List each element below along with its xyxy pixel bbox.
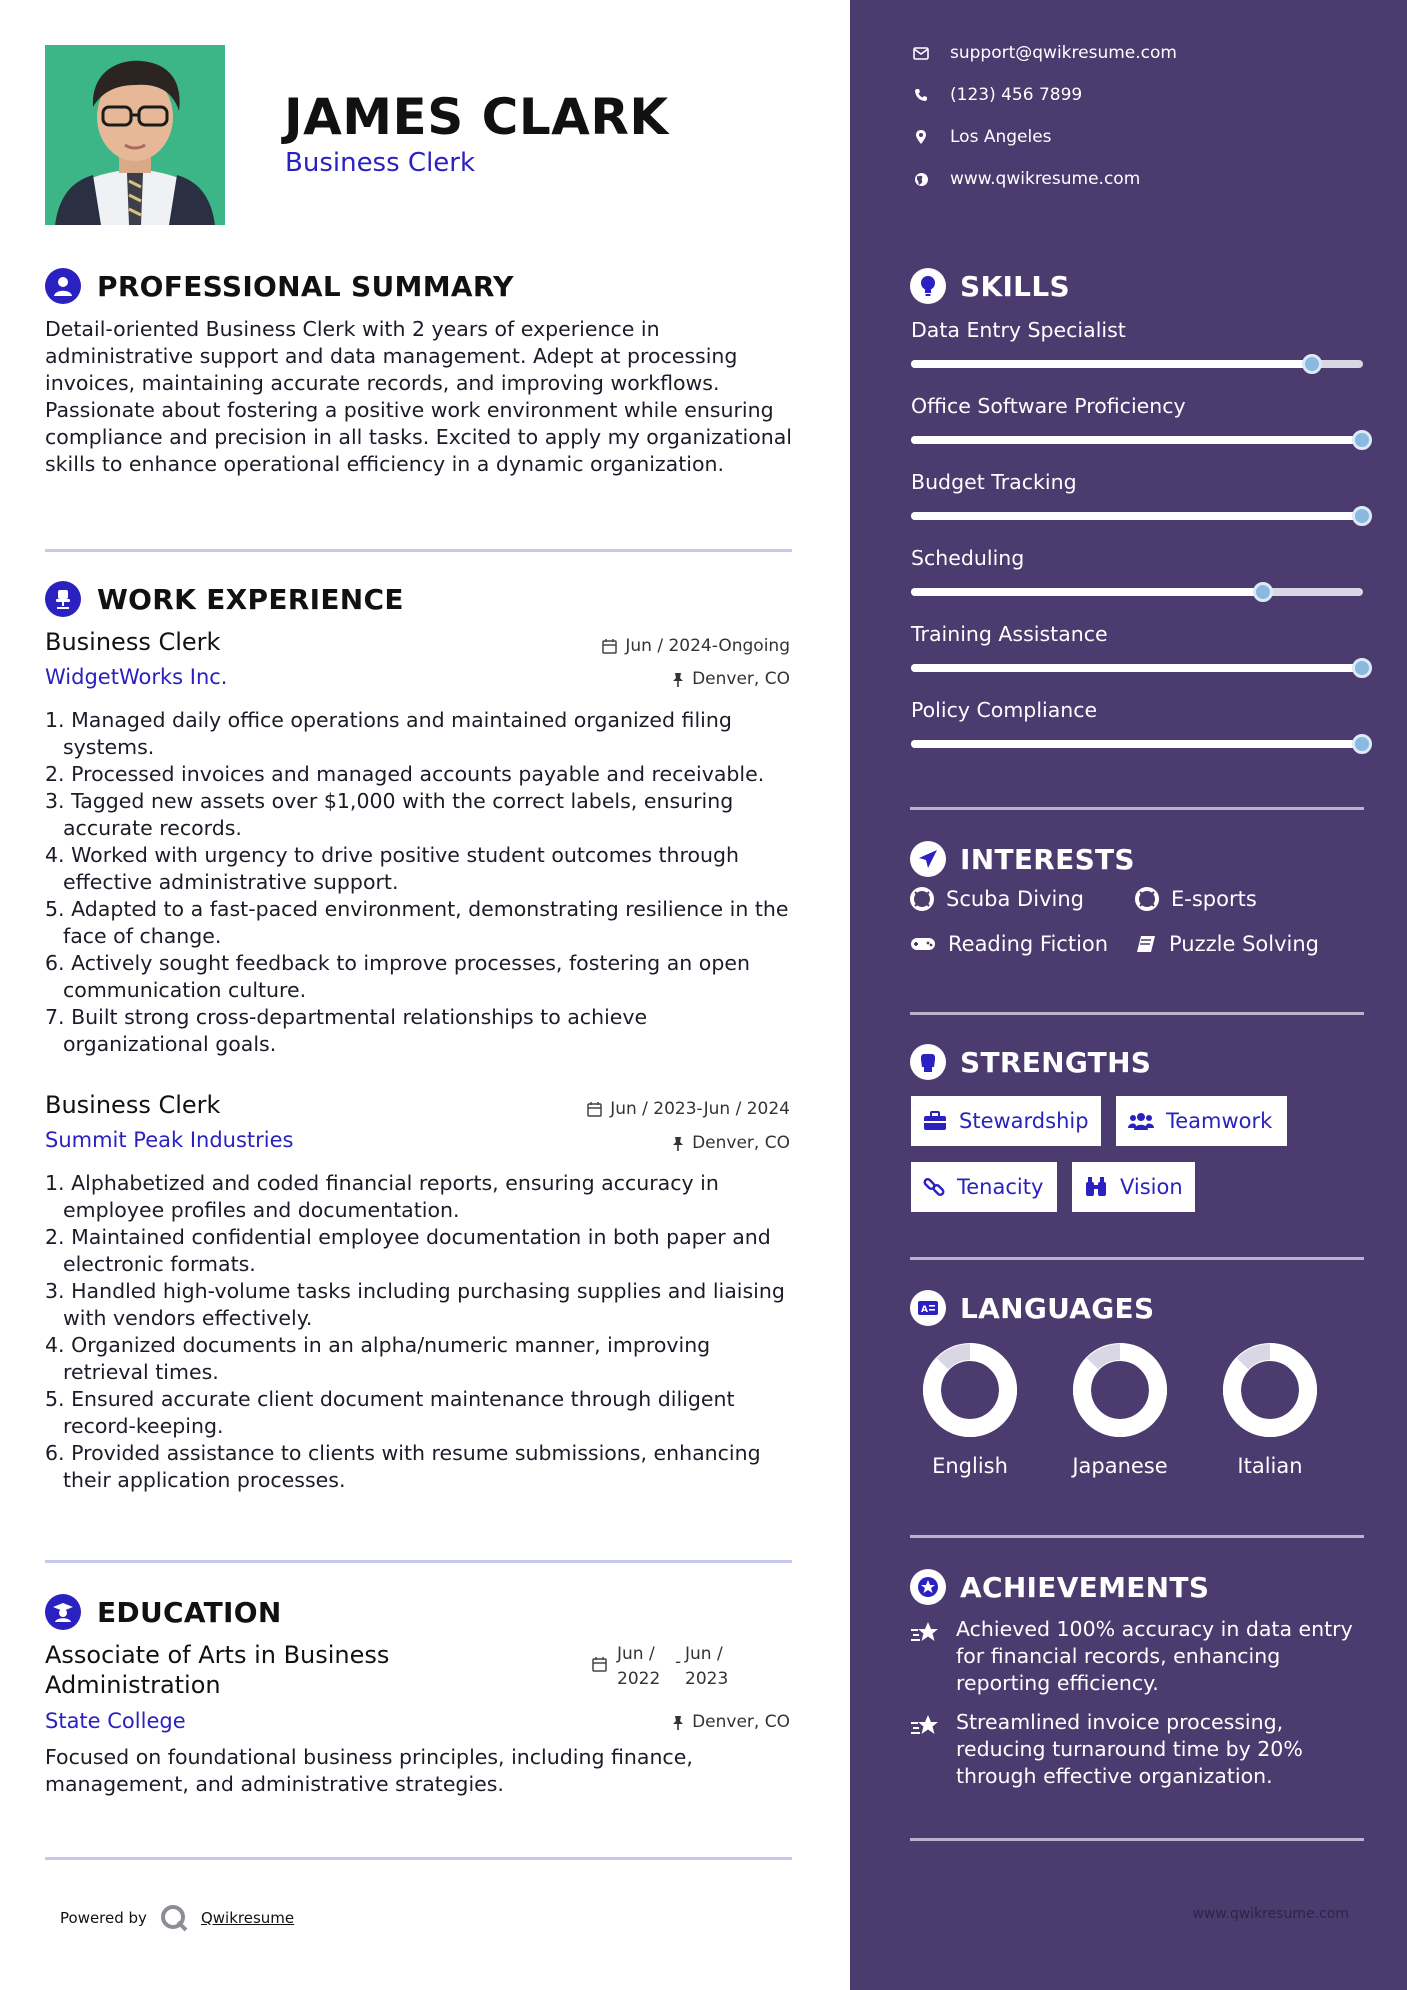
job-company: Summit Peak Industries xyxy=(45,1128,294,1152)
list-item: Adapted to a fast-paced environment, demonstrating resilience in the face of change. xyxy=(63,897,789,948)
language-label: Italian xyxy=(1237,1454,1303,1478)
skill-label: Office Software Proficiency xyxy=(911,394,1186,418)
language-label: Japanese xyxy=(1072,1454,1168,1478)
map-marker-icon xyxy=(912,129,930,145)
list-item: Handled high-volume tasks including purchasing supplies and liaising with vendors effectively. xyxy=(63,1279,785,1330)
contact-email[interactable] xyxy=(912,43,1177,63)
skill-level-knob xyxy=(1253,582,1273,602)
strength-label: Vision xyxy=(1120,1175,1183,1199)
interest-label: Puzzle Solving xyxy=(1169,932,1319,956)
skill-label: Policy Compliance xyxy=(911,698,1098,722)
list-item: Tagged new assets over $1,000 with the correct labels, ensuring accurate records. xyxy=(63,789,734,840)
education-description: Focused on foundational business principles, including finance, management, and administrative strategies. xyxy=(45,1745,693,1796)
skill-level-bar xyxy=(911,360,1363,368)
job-company: WidgetWorks Inc. xyxy=(45,665,228,689)
skill-label: Training Assistance xyxy=(911,622,1108,646)
education-start-month: Jun / xyxy=(617,1644,655,1664)
strength-chip xyxy=(1116,1096,1287,1146)
strengths-section-header xyxy=(910,1044,1151,1080)
language-label: English xyxy=(932,1454,1008,1478)
language-item xyxy=(1210,1340,1330,1478)
achievement-text: Streamlined invoice processing, reducing turnaround time by 20% through effective organization. xyxy=(956,1710,1303,1788)
summary-text: Detail-oriented Business Clerk with 2 years of experience in administrative support and data management. Adept at processing invoices, maintaining accurate records, and improving workflows. Passionate about fostering a positive work environment while ensuring compliance and precision in all tasks. Excited to apply my organizational skills to enhance operational efficiency in a dynamic organization. xyxy=(45,317,792,476)
job-date-text: Jun / 2023-Jun / 2024 xyxy=(610,1099,790,1119)
skill-label: Scheduling xyxy=(911,546,1025,570)
job-duties-list xyxy=(45,1170,797,1494)
section-divider xyxy=(910,1257,1364,1260)
job-location xyxy=(672,1133,790,1153)
candidate-name: JAMES CLARK xyxy=(284,88,669,146)
list-item: Processed invoices and managed accounts payable and receivable. xyxy=(71,762,765,786)
skill-level-fill xyxy=(911,740,1363,748)
summary-title: PROFESSIONAL SUMMARY xyxy=(97,269,514,303)
job-title: Business Clerk xyxy=(45,628,221,656)
skill-level-bar xyxy=(911,436,1363,444)
skill-level-knob xyxy=(1352,430,1372,450)
person-portrait-image xyxy=(45,45,225,225)
svg-text:A: A xyxy=(921,1305,928,1315)
section-divider xyxy=(910,1012,1364,1015)
gamepad-icon xyxy=(910,935,936,953)
pin-icon xyxy=(672,1715,684,1730)
skill-level-bar xyxy=(911,588,1363,596)
experience-title: WORK EXPERIENCE xyxy=(97,582,404,616)
achievement-item xyxy=(910,1616,1360,1697)
job-date-text: Jun / 2024-Ongoing xyxy=(625,636,790,656)
website-text: www.qwikresume.com xyxy=(950,169,1141,189)
interest-item xyxy=(910,932,1108,956)
skill-level-fill xyxy=(911,360,1313,368)
education-start-year: 2022 xyxy=(617,1669,661,1689)
list-item: Actively sought feedback to improve processes, fostering an open communication culture. xyxy=(63,951,750,1002)
office-chair-icon xyxy=(45,581,81,617)
interests-section-header xyxy=(910,841,1135,877)
interest-label: Scuba Diving xyxy=(946,887,1084,911)
skills-section-header xyxy=(910,268,1070,304)
users-icon xyxy=(1128,1111,1154,1131)
skill-label: Data Entry Specialist xyxy=(911,318,1126,342)
education-date-separator: - xyxy=(675,1652,682,1672)
language-item xyxy=(910,1340,1030,1478)
achievements-title: ACHIEVEMENTS xyxy=(960,1570,1210,1604)
skill-label: Budget Tracking xyxy=(911,470,1077,494)
phone-icon xyxy=(912,88,930,102)
section-divider xyxy=(45,1560,792,1563)
skill-level-bar xyxy=(911,740,1363,748)
list-item: Ensured accurate client document maintenance through diligent record-keeping. xyxy=(63,1387,735,1438)
education-location-text: Denver, CO xyxy=(692,1712,790,1732)
sidebar xyxy=(850,0,1407,1990)
interest-item xyxy=(1135,932,1319,956)
job-date xyxy=(602,636,790,656)
phone-text: (123) 456 7899 xyxy=(950,85,1083,105)
strength-label: Tenacity xyxy=(957,1175,1044,1199)
skills-title: SKILLS xyxy=(960,269,1070,303)
contact-location xyxy=(912,127,1052,147)
section-divider xyxy=(45,549,792,552)
strength-chip xyxy=(911,1096,1101,1146)
graduate-icon xyxy=(45,1594,81,1630)
qwikresume-logo-icon xyxy=(159,1903,189,1933)
education-end-year: 2023 xyxy=(685,1669,729,1689)
experience-section-header xyxy=(45,581,404,617)
education-end-month: Jun / xyxy=(685,1644,723,1664)
section-divider xyxy=(910,1535,1364,1538)
location-text: Los Angeles xyxy=(950,127,1052,147)
fist-icon xyxy=(910,1044,946,1080)
job-location-text: Denver, CO xyxy=(692,1133,790,1153)
list-item: Provided assistance to clients with resume submissions, enhancing their application processes. xyxy=(63,1441,761,1492)
briefcase-icon xyxy=(923,1111,947,1131)
calendar-icon xyxy=(587,1102,602,1117)
skill-level-knob xyxy=(1352,506,1372,526)
section-divider xyxy=(910,807,1364,810)
interests-title: INTERESTS xyxy=(960,842,1135,876)
language-proficiency-ring xyxy=(1070,1340,1170,1440)
skill-level-fill xyxy=(911,436,1363,444)
user-icon xyxy=(45,268,81,304)
section-divider xyxy=(45,1857,792,1860)
list-item: Maintained confidential employee documentation in both paper and electronic formats. xyxy=(63,1225,771,1276)
footer-website[interactable]: www.qwikresume.com xyxy=(1192,1906,1349,1922)
skill-level-fill xyxy=(911,512,1363,520)
paper-plane-icon xyxy=(910,841,946,877)
skill-level-knob xyxy=(1302,354,1322,374)
list-item: Managed daily office operations and maintained organized filing systems. xyxy=(63,708,732,759)
education-date xyxy=(592,1642,728,1692)
interest-item xyxy=(910,887,1084,911)
calendar-icon xyxy=(592,1657,607,1672)
lightbulb-icon xyxy=(910,268,946,304)
calendar-icon xyxy=(602,639,617,654)
skill-level-bar xyxy=(911,664,1363,672)
lifebuoy-icon xyxy=(910,887,934,911)
education-location xyxy=(672,1712,790,1732)
candidate-role: Business Clerk xyxy=(285,148,476,178)
interest-label: E-sports xyxy=(1171,887,1257,911)
list-item: Worked with urgency to drive positive student outcomes through effective administrative support. xyxy=(63,843,740,894)
star-badge-icon xyxy=(910,1569,946,1605)
language-proficiency-ring xyxy=(1220,1340,1320,1440)
contact-website[interactable] xyxy=(912,169,1140,189)
strength-label: Stewardship xyxy=(959,1109,1089,1133)
achievement-item xyxy=(910,1709,1360,1790)
skill-level-fill xyxy=(911,588,1264,596)
strength-label: Teamwork xyxy=(1166,1109,1273,1133)
interest-item xyxy=(1135,887,1257,911)
job-title: Business Clerk xyxy=(45,1091,221,1119)
lifebuoy-icon xyxy=(1135,887,1159,911)
interest-label: Reading Fiction xyxy=(948,932,1109,956)
globe-icon xyxy=(912,172,930,187)
languages-title: LANGUAGES xyxy=(960,1291,1155,1325)
powered-by xyxy=(60,1903,294,1933)
job-location xyxy=(672,669,790,689)
skill-level-knob xyxy=(1352,658,1372,678)
summary-section-header xyxy=(45,268,514,304)
powered-by-link[interactable]: Qwikresume xyxy=(200,1909,295,1927)
strength-chip xyxy=(1072,1162,1195,1212)
strengths-title: STRENGTHS xyxy=(960,1045,1152,1079)
education-section-header xyxy=(45,1594,282,1630)
strength-chip xyxy=(911,1162,1057,1212)
language-proficiency-ring xyxy=(920,1340,1020,1440)
list-item: Built strong cross-departmental relationships to achieve organizational goals. xyxy=(63,1005,648,1056)
skill-level-bar xyxy=(911,512,1363,520)
languages-section-header xyxy=(910,1290,1154,1326)
link-icon xyxy=(923,1176,945,1198)
powered-by-label: Powered by xyxy=(60,1909,147,1927)
achievements-section-header xyxy=(910,1569,1209,1605)
star-icon xyxy=(910,1713,940,1739)
contact-phone[interactable] xyxy=(912,85,1082,105)
binoculars-icon xyxy=(1084,1176,1108,1198)
pin-icon xyxy=(672,1136,684,1151)
section-divider xyxy=(910,1838,1364,1841)
achievement-text: Achieved 100% accuracy in data entry for financial records, enhancing reporting efficiency. xyxy=(956,1617,1353,1695)
degree-title: Associate of Arts in Business Administration xyxy=(45,1641,390,1699)
email-text: support@qwikresume.com xyxy=(950,43,1177,63)
school-name: State College xyxy=(45,1709,186,1733)
translate-card-icon xyxy=(910,1290,946,1326)
envelope-icon xyxy=(912,47,930,60)
profile-photo xyxy=(45,45,225,225)
list-item: Alphabetized and coded financial reports, ensuring accuracy in employee profiles and documentation. xyxy=(63,1171,719,1222)
job-location-text: Denver, CO xyxy=(692,669,790,689)
list-item: Organized documents in an alpha/numeric manner, improving retrieval times. xyxy=(63,1333,711,1384)
skill-level-fill xyxy=(911,664,1363,672)
skill-level-knob xyxy=(1352,734,1372,754)
education-title: EDUCATION xyxy=(97,1595,282,1629)
book-icon xyxy=(1135,934,1157,954)
job-duties-list xyxy=(45,707,797,1058)
pin-icon xyxy=(672,672,684,687)
star-icon xyxy=(910,1620,940,1646)
job-date xyxy=(587,1099,790,1119)
language-item xyxy=(1060,1340,1180,1478)
